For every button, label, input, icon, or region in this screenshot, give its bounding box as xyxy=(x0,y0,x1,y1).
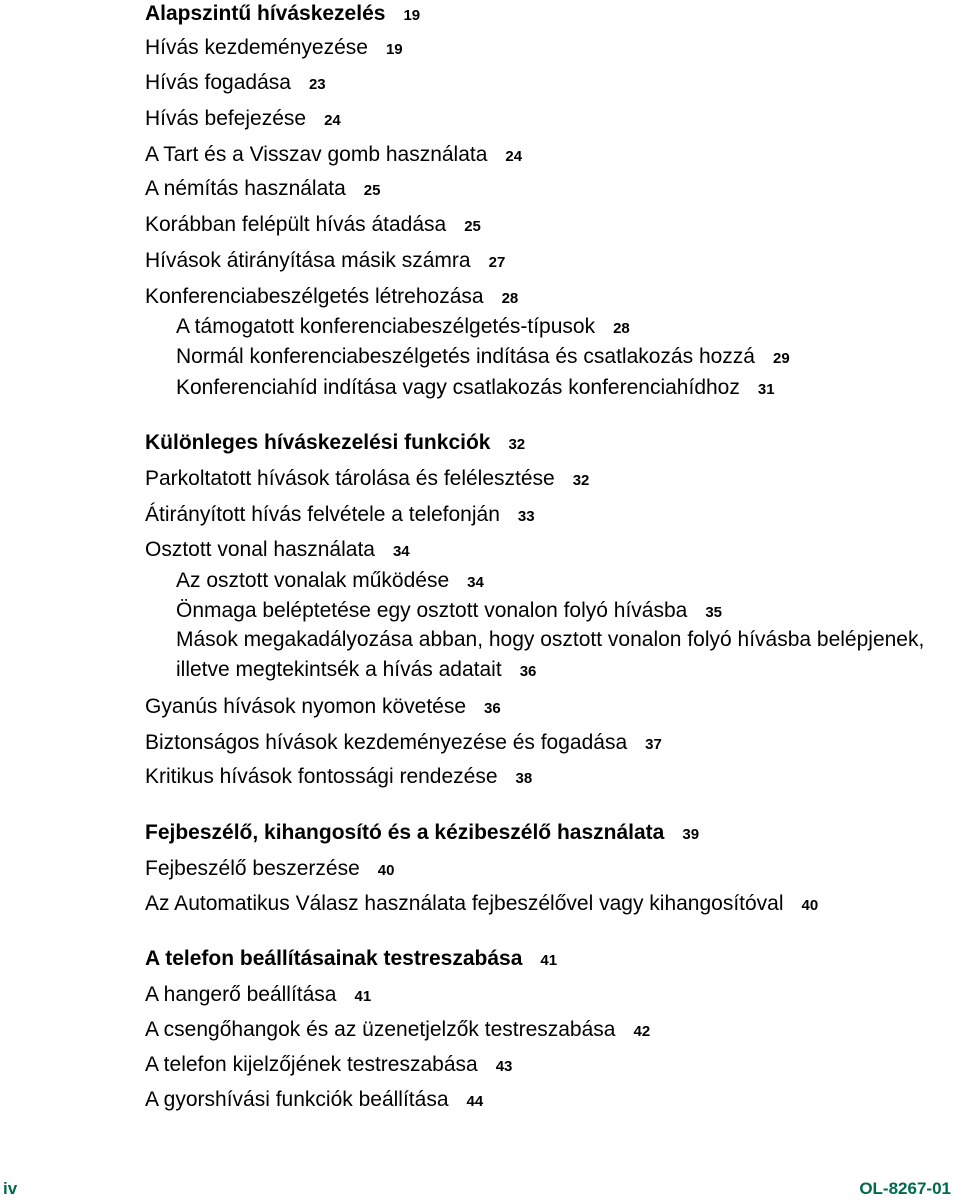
toc-entry[interactable] xyxy=(145,213,481,236)
toc-entry[interactable] xyxy=(145,857,394,880)
toc-entry-title: Osztott vonal használata xyxy=(145,538,375,561)
toc-entry-title: A hangerő beállítása xyxy=(145,983,337,1006)
toc-section-heading[interactable] xyxy=(145,431,525,454)
toc-entry-title: A telefon kijelzőjének testreszabása xyxy=(145,1053,478,1076)
toc-entry-title: Hívás kezdeményezése xyxy=(145,36,368,59)
toc-entry-title: Konferenciabeszélgetés létrehozása xyxy=(145,285,484,308)
toc-page-number: 28 xyxy=(613,320,630,337)
toc-entry[interactable] xyxy=(145,731,662,754)
toc-entry-title: Az Automatikus Válasz használata fejbeszélővel vagy kihangosítóval xyxy=(145,892,784,915)
toc-entry[interactable] xyxy=(176,625,936,687)
toc-entry[interactable] xyxy=(145,765,532,788)
toc-entry[interactable] xyxy=(145,1088,483,1111)
toc-page-number: 38 xyxy=(515,770,533,787)
toc-entry-title: Különleges híváskezelési funkciók xyxy=(145,431,491,454)
toc-page-number: 24 xyxy=(324,112,341,129)
toc-page-number: 31 xyxy=(757,381,775,398)
toc-page-number: 33 xyxy=(517,508,535,525)
toc-entry-title: Normál konferenciabeszélgetés indítása és csatlakozás hozzá xyxy=(176,345,755,368)
toc-entry[interactable] xyxy=(145,107,341,130)
toc-entry-title: A némítás használata xyxy=(145,177,346,200)
toc-page-number: 19 xyxy=(403,7,421,24)
toc-page-number: 34 xyxy=(467,574,484,591)
toc-entry-title: A gyorshívási funkciók beállítása xyxy=(145,1088,449,1111)
toc-entry[interactable] xyxy=(145,538,410,561)
toc-page-number: 39 xyxy=(682,826,700,843)
toc-entry-title: Az osztott vonalak működése xyxy=(176,569,450,592)
toc-page-number: 34 xyxy=(392,543,410,560)
toc-entry[interactable] xyxy=(145,285,518,308)
toc-page-number: 42 xyxy=(633,1023,651,1040)
toc-entry[interactable] xyxy=(176,345,790,368)
toc-entry-title: Konferenciahíd indítása vagy csatlakozás konferenciahídhoz xyxy=(176,376,740,399)
toc-entry-title: Hívás fogadása xyxy=(145,71,291,94)
toc-page-number: 28 xyxy=(501,290,519,307)
footer-doc-id: OL-8267-01 xyxy=(859,1179,951,1198)
toc-entry-title: Önmaga beléptetése egy osztott vonalon folyó hívásba xyxy=(176,599,688,622)
toc-page-number: 23 xyxy=(308,76,326,93)
toc-entry-title: Mások megakadályozása abban, hogy osztott vonalon folyó hívásba belépjenek, illetve megtekintsék a hívás adatait xyxy=(176,628,925,681)
toc-page-number: 40 xyxy=(801,897,819,914)
toc-page-number: 25 xyxy=(464,218,481,235)
toc-entry-title: Fejbeszélő beszerzése xyxy=(145,857,360,880)
toc-entry[interactable] xyxy=(145,177,380,200)
toc-page-number: 32 xyxy=(572,472,590,489)
toc-entry[interactable] xyxy=(145,1018,650,1041)
toc-entry[interactable] xyxy=(145,249,505,272)
toc-page-number: 44 xyxy=(466,1093,484,1110)
toc-page-number: 37 xyxy=(645,736,662,753)
toc-page-number: 43 xyxy=(495,1058,513,1075)
toc-entry[interactable] xyxy=(145,71,326,94)
toc-entry-title: A támogatott konferenciabeszélgetés-típusok xyxy=(176,315,596,338)
toc-entry[interactable] xyxy=(145,892,818,915)
toc-entry-title: Korábban felépült hívás átadása xyxy=(145,213,447,236)
toc-page-number: 19 xyxy=(385,41,403,58)
toc-section-heading[interactable] xyxy=(145,821,699,844)
toc-page-number: 24 xyxy=(505,148,523,165)
toc-entry-title: Kritikus hívások fontossági rendezése xyxy=(145,765,498,788)
toc-entry-title: Gyanús hívások nyomon követése xyxy=(145,695,467,718)
toc-entry[interactable] xyxy=(145,1053,512,1076)
toc-page-number: 32 xyxy=(508,436,526,453)
toc-page-number: 27 xyxy=(488,254,506,271)
toc-entry-title: Hívás befejezése xyxy=(145,107,307,130)
toc-entry[interactable] xyxy=(176,599,722,622)
toc-entry[interactable] xyxy=(176,376,775,399)
toc-entry-title: Parkoltatott hívások tárolása és felélesztése xyxy=(145,467,555,490)
toc-page-number: 41 xyxy=(540,952,558,969)
toc-page-number: 25 xyxy=(363,182,381,199)
toc-entry[interactable] xyxy=(145,983,371,1006)
toc-section-heading[interactable] xyxy=(145,2,420,25)
toc-page-number: 40 xyxy=(377,862,395,879)
toc-entry-title: Fejbeszélő, kihangosító és a kézibeszélő használata xyxy=(145,821,665,844)
toc-entry-title: Biztonságos hívások kezdeményezése és fogadása xyxy=(145,731,628,754)
toc-entry[interactable] xyxy=(145,467,589,490)
toc-page-number: 36 xyxy=(519,663,537,680)
footer-page-number: iv xyxy=(3,1179,18,1198)
toc-entry-title: Alapszintű híváskezelés xyxy=(145,2,386,25)
toc-entry-title: A csengőhangok és az üzenetjelzők testreszabása xyxy=(145,1018,616,1041)
toc-entry[interactable] xyxy=(176,569,484,592)
toc-entry[interactable] xyxy=(176,315,630,338)
toc-entry-title: Átirányított hívás felvétele a telefonján xyxy=(145,503,500,526)
toc-page-number: 29 xyxy=(772,350,790,367)
toc-entry-title: Hívások átirányítása másik számra xyxy=(145,249,471,272)
toc-page-number: 36 xyxy=(484,700,501,717)
toc-page-number: 35 xyxy=(705,604,723,621)
toc-section-heading[interactable] xyxy=(145,947,557,970)
toc-entry-title: A Tart és a Visszav gomb használata xyxy=(145,143,488,166)
toc-entry-title: A telefon beállításainak testreszabása xyxy=(145,947,523,970)
toc-entry[interactable] xyxy=(145,503,535,526)
toc-entry[interactable] xyxy=(145,695,501,718)
toc-entry[interactable] xyxy=(145,143,522,166)
toc-page-number: 41 xyxy=(354,988,372,1005)
toc-entry[interactable] xyxy=(145,36,403,59)
